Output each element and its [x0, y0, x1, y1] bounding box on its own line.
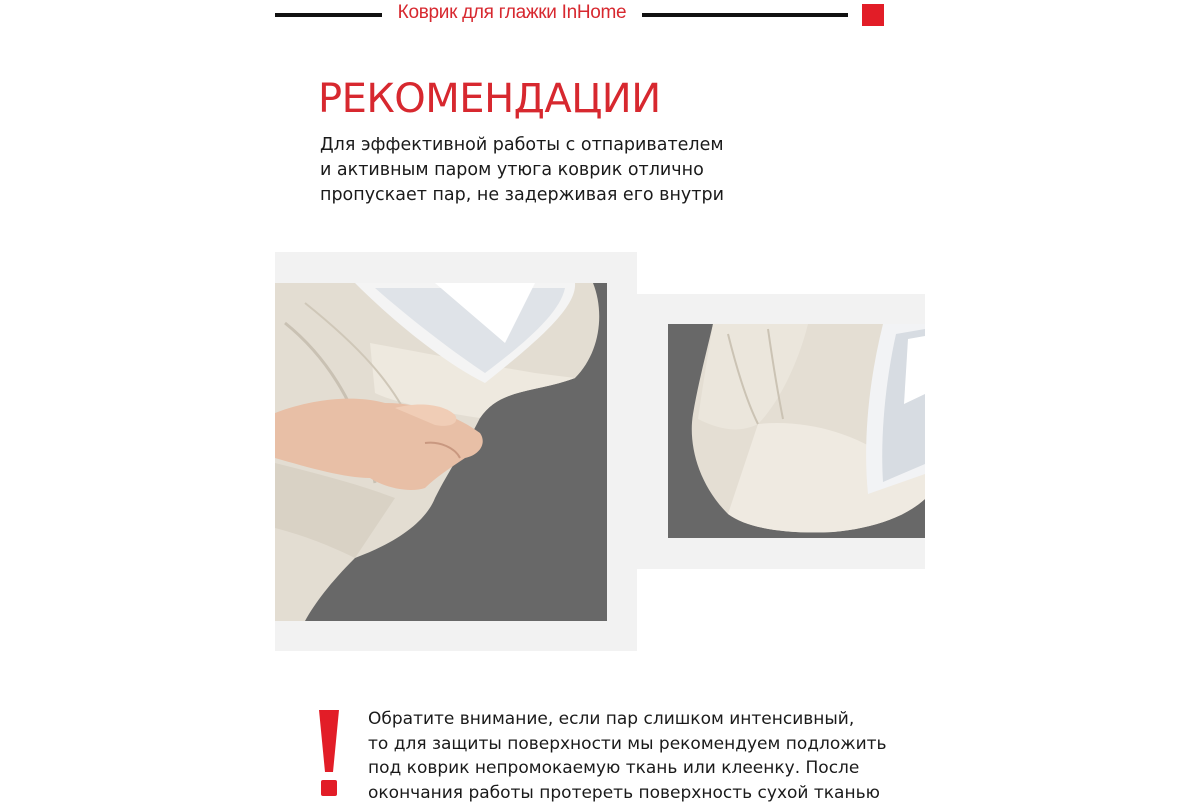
- exclamation-icon: [316, 710, 342, 800]
- intro-line: Для эффективной работы с отпаривателем: [320, 133, 740, 158]
- notice-text: [368, 707, 928, 805]
- header-divider-right: [642, 13, 848, 17]
- notice-line: Обратите внимание, если пар слишком интенсивный,: [368, 707, 928, 732]
- intro-line: и активным паром утюга коврик отлично: [320, 158, 740, 183]
- header-title: Коврик для глажки InHome: [384, 2, 640, 28]
- intro-line: пропускает пар, не задерживая его внутри: [320, 183, 740, 208]
- photo-ironing-with-hand: [275, 283, 607, 621]
- iron-photo-icon: [668, 324, 925, 538]
- notice-line: под коврик непромокаемую ткань или клеенку. После: [368, 756, 928, 781]
- photo-ironing-closeup: [668, 324, 925, 538]
- iron-photo-icon: [275, 283, 607, 621]
- section-title: РЕКОМЕНДАЦИИ: [318, 76, 661, 122]
- header-divider-left: [275, 13, 382, 17]
- intro-text: [320, 133, 740, 208]
- header-accent-square: [862, 4, 884, 26]
- notice-line: то для защиты поверхности мы рекомендуем подложить: [368, 732, 928, 757]
- notice-line: окончания работы протереть поверхность сухой тканью: [368, 781, 928, 805]
